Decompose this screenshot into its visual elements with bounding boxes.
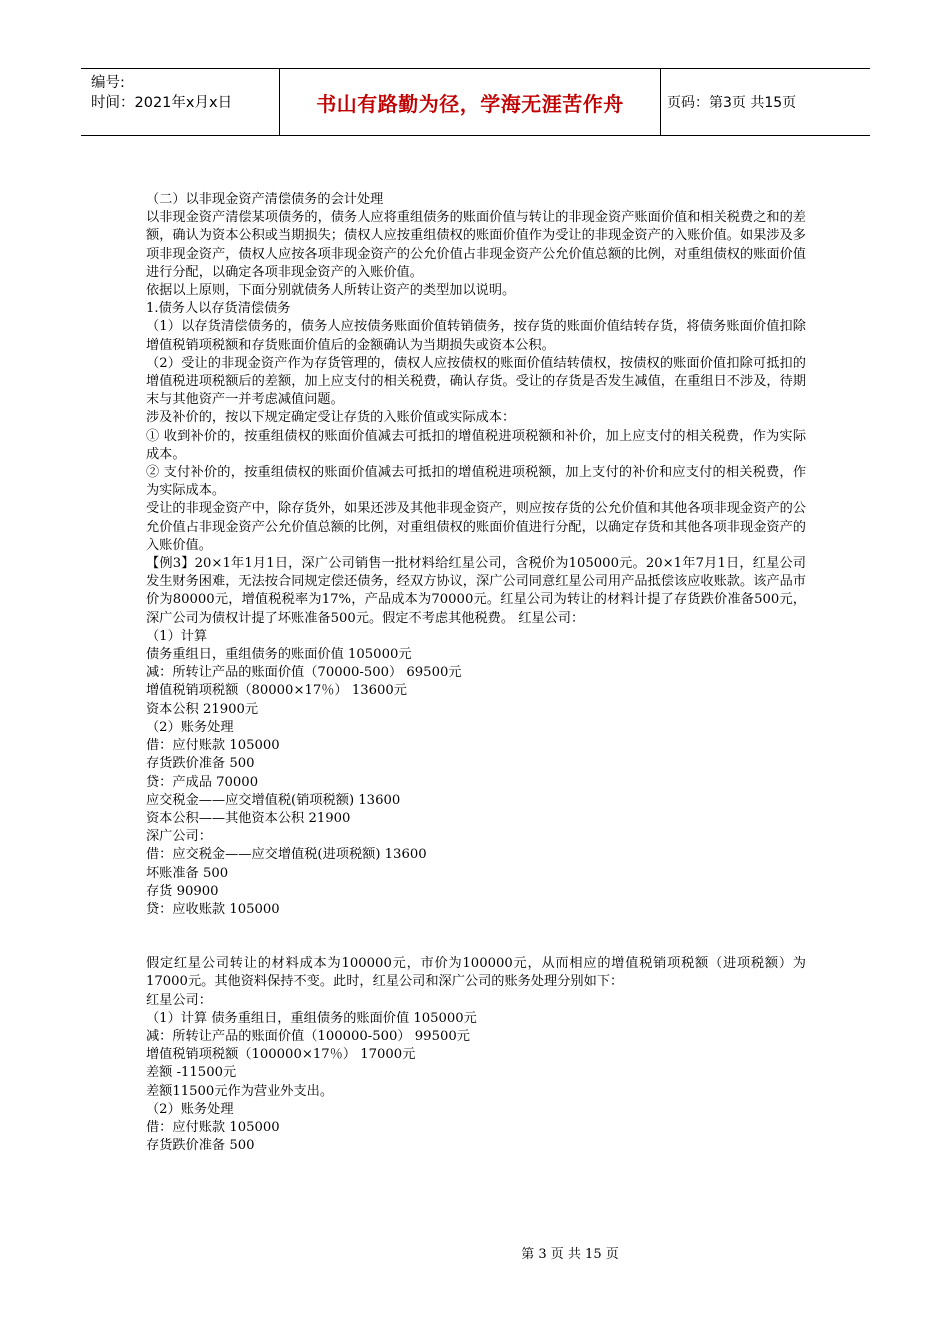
- header-motto: 书山有路勤为径，学海无涯苦作舟: [280, 69, 661, 135]
- paragraph: 【例3】20×1年1月1日，深广公司销售一批材料给红星公司，含税价为105000元。20×1年7月1日，红星公司发生财务困难，无法按合同规定偿还债务，经双方协议，深广公司同意红星公司用产品抵偿该应收账款。该产品市价为80000元，增值税税率为17%，产品成本为70000元。红星公司为转让的材料计提了存货跌价准备500元，深广公司为债权计提了坏账准备500元。假定不考虑其他税费。 红星公司：: [146, 556, 806, 626]
- paragraph: 借：应付账款 105000: [146, 738, 280, 754]
- paragraph: 借：应付账款 105000: [146, 1119, 280, 1135]
- body-section-alternative: [146, 955, 806, 1155]
- header-meta: [81, 69, 280, 135]
- paragraph: 减：所转让产品的账面价值（100000-500） 99500元: [146, 1028, 470, 1044]
- paragraph: 依据以上原则，下面分别就债务人所转让资产的类型加以说明。: [146, 283, 516, 299]
- paragraph: （2）账务处理: [146, 719, 234, 735]
- doc-time-label: 时间：2021年x月x日: [91, 95, 233, 111]
- paragraph: 涉及补价的，按以下规定确定受让存货的入账价值或实际成本：: [146, 410, 516, 426]
- paragraph: 差额 -11500元: [146, 1065, 237, 1081]
- section-gap: [146, 919, 806, 955]
- body-section-example: [146, 191, 806, 919]
- paragraph: 深广公司：: [146, 829, 212, 845]
- paragraph: 红星公司：: [146, 992, 212, 1008]
- paragraph: 贷：应收账款 105000: [146, 901, 280, 917]
- paragraph: （1）计算 债务重组日，重组债务的账面价值 105000元: [146, 1010, 477, 1026]
- paragraph: 增值税销项税额（80000×17％） 13600元: [146, 683, 407, 699]
- paragraph: 借：应交税金——应交增值税(进项税额) 13600: [146, 847, 427, 863]
- paragraph: 存货跌价准备 500: [146, 1138, 255, 1154]
- paragraph: 受让的非现金资产中，除存货外，如果还涉及其他非现金资产，则应按存货的公允价值和其他各项非现金资产的公允价值占非现金资产公允价值总额的比例，对重组债权的账面价值进行分配，以确定存货和其他各项非现金资产的入账价值。: [146, 501, 806, 553]
- paragraph: 假定红星公司转让的材料成本为100000元，市价为100000元，从而相应的增值税销项税额（进项税额）为17000元。其他资料保持不变。此时，红星公司和深广公司的账务处理分别如下：: [146, 956, 806, 990]
- paragraph: （2）账务处理: [146, 1101, 234, 1117]
- paragraph: 债务重组日，重组债务的账面价值 105000元: [146, 647, 412, 663]
- paragraph: 增值税销项税额（100000×17％） 17000元: [146, 1047, 416, 1063]
- header-page-info: 页码：第3页 共15页: [667, 95, 797, 111]
- paragraph: ② 支付补价的，按重组债权的账面价值减去可抵扣的增值税进项税额，加上支付的补价和应支付的相关税费，作为实际成本。: [146, 465, 806, 499]
- paragraph: 1.债务人以存货清偿债务: [146, 301, 291, 317]
- paragraph: 减：所转让产品的账面价值（70000-500） 69500元: [146, 665, 462, 681]
- paragraph: 资本公积——其他资本公积 21900: [146, 810, 351, 826]
- paragraph: 坏账准备 500: [146, 865, 229, 881]
- paragraph: 存货跌价准备 500: [146, 756, 255, 772]
- doc-number-label: 编号:: [91, 75, 125, 91]
- paragraph: 应交税金——应交增值税(销项税额) 13600: [146, 792, 401, 808]
- paragraph: （2）受让的非现金资产作为存货管理的，债权人应按债权的账面价值结转债权，按债权的账面价值扣除可抵扣的增值税进项税额后的差额，加上应支付的相关税费，确认存货。受让的存货是否发生减值，在重组日不涉及，待期末与其他资产一并考虑减值问题。: [146, 355, 806, 408]
- paragraph: 贷：产成品 70000: [146, 774, 259, 790]
- page-header: [81, 68, 870, 136]
- paragraph: （1）计算: [146, 628, 208, 644]
- paragraph: 以非现金资产清偿某项债务的，债务人应将重组债务的账面价值与转让的非现金资产账面价值和相关税费之和的差额，确认为资本公积或当期损失；债权人应按重组债权的账面价值作为受让的非现金资产的入账价值。如果涉及多项非现金资产，债权人应按各项非现金资产的公允价值占非现金资产公允价值总额的比例，对重组债权的账面价值进行分配，以确定各项非现金资产的入账价值。: [146, 210, 806, 280]
- paragraph: ① 收到补价的，按重组债权的账面价值减去可抵扣的增值税进项税额和补价，加上应支付的相关税费，作为实际成本。: [146, 428, 806, 462]
- paragraph: 资本公积 21900元: [146, 701, 259, 717]
- paragraph: （二）以非现金资产清偿债务的会计处理: [146, 192, 384, 207]
- page-footer: 第 3 页 共 15 页: [521, 1247, 619, 1262]
- paragraph: 差额11500元作为营业外支出。: [146, 1083, 334, 1099]
- paragraph: （1）以存货清偿债务的，债务人应按债务账面价值转销债务，按存货的账面价值结转存货，将债务账面价值扣除增值税销项税额和存货账面价值后的金额确认为当期损失或资本公积。: [146, 319, 806, 353]
- document-body: [146, 191, 806, 1155]
- paragraph: 存货 90900: [146, 883, 219, 899]
